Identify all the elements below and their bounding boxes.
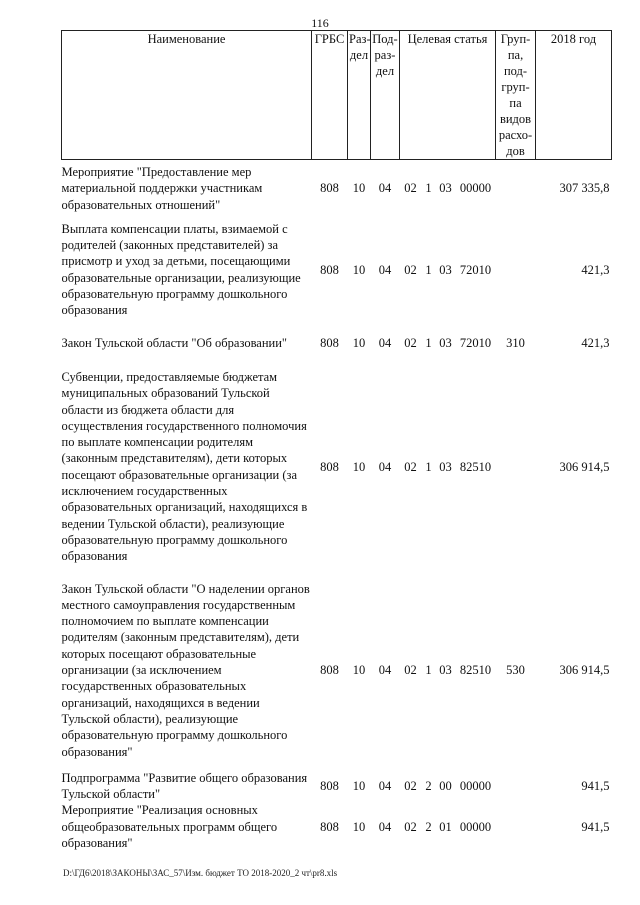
header-grbs: ГРБС [312,31,348,160]
row-target-event: 01 [439,819,452,834]
row-subsection: 04 [378,459,392,474]
row-target-program: 02 [404,663,417,678]
table-row [62,335,612,351]
row-target-subprogram: 1 [425,663,432,678]
row-target-subprogram: 1 [425,262,432,277]
row-section: 10 [352,335,366,350]
row-target-program: 02 [404,181,417,196]
row-target-program: 02 [404,778,417,793]
row-name: Субвенции, предоставляемые бюджетам муниципальных образований Тульской области из бюджета области для осуществления государственного полномочия по выплате компенсации родителям (законным представителям), дети которых посещают образовательные организации (за исключением государственных образовательных организаций, находящихся в ведении Тульской области), реализующие образовательную программу дошкольного образования [61,369,308,564]
row-subsection: 04 [378,262,392,277]
row-target-event: 03 [439,181,452,196]
row-target-subprogram: 1 [425,335,432,350]
row-section: 10 [352,181,366,196]
row-target-direction: 00000 [459,819,492,834]
row-group: 310 [506,335,525,350]
row-target-program: 02 [404,819,417,834]
row-target-direction: 82510 [459,459,492,474]
row-amount: 306 914,5 [559,663,610,678]
row-grbs: 808 [320,459,339,474]
row-grbs: 808 [320,663,339,678]
file-path-footer: D:\ГД6\2018\ЗАКОНЫ\ЗАС_57\Изм. бюджет ТО 2018-2020_2 чт\pr8.xls [63,868,338,878]
row-amount: 941,5 [581,819,610,834]
table-header-row [62,31,612,160]
row-target-event: 03 [439,335,452,350]
row-target-program: 02 [404,262,417,277]
row-section: 10 [352,819,366,834]
header-subsection: Под-раз-дел [371,31,400,160]
row-subsection: 04 [378,778,392,793]
row-target-subprogram: 2 [425,778,432,793]
row-group: 530 [506,663,525,678]
header-target: Целевая статья [400,31,496,160]
table-row [62,221,612,319]
row-subsection: 04 [378,181,392,196]
header-group: Груп-па, под-груп-па видов расхо-дов [496,31,536,160]
row-group [496,770,536,803]
row-subsection: 04 [378,819,392,834]
row-amount: 941,5 [581,778,610,793]
row-grbs: 808 [320,819,339,834]
row-amount: 421,3 [581,335,610,350]
row-name: Мероприятие "Реализация основных общеобразовательных программ общего образования" [61,803,278,850]
row-section: 10 [352,663,366,678]
row-subsection: 04 [378,335,392,350]
row-group [496,369,536,565]
row-name: Мероприятие "Предоставление мер материальной поддержки участникам образовательных отношений" [61,165,263,212]
row-name: Подпрограмма "Развитие общего образования Тульской области" [61,770,308,802]
row-target-subprogram: 2 [425,819,432,834]
row-target-subprogram: 1 [425,459,432,474]
row-target-direction: 00000 [459,181,492,196]
row-target-program: 02 [404,335,417,350]
row-grbs: 808 [320,181,339,196]
row-name: Выплата компенсации платы, взимаемой с родителей (законных представителей) за присмотр и уход за детьми, посещающими образовательные организации, реализующие образовательную программу дошкольного образования [61,221,301,318]
row-target-direction: 82510 [459,663,492,678]
row-grbs: 808 [320,335,339,350]
row-group [496,802,536,851]
row-target-event: 00 [439,778,452,793]
row-amount: 306 914,5 [559,459,610,474]
header-amount: 2018 год [536,31,612,160]
table-row [62,369,612,565]
row-target-direction: 72010 [459,335,492,350]
row-section: 10 [352,778,366,793]
header-section: Раз-дел [348,31,371,160]
table-row [62,164,612,213]
row-grbs: 808 [320,778,339,793]
row-target-event: 03 [439,663,452,678]
header-name: Наименование [62,31,312,160]
row-target-direction: 00000 [459,778,492,793]
row-amount: 307 335,8 [559,181,610,196]
row-name: Закон Тульской области "Об образовании" [61,335,288,350]
table-row [62,770,612,803]
table-row [62,802,612,851]
row-target-program: 02 [404,459,417,474]
row-target-event: 03 [439,262,452,277]
row-name: Закон Тульской области "О наделении органов местного самоуправления государственным полномочием по выплате компенсации родителям (законным представителям), дети которых посещают образовательные организации (за исключением государственных образовательных организаций, находящихся в ведении Тульской области), реализующие образовательную программу дошкольного образования" [61,581,310,759]
page-number: 116 [311,16,329,30]
row-target-event: 03 [439,459,452,474]
budget-table [61,30,612,851]
row-subsection: 04 [378,663,392,678]
row-grbs: 808 [320,262,339,277]
row-group [496,221,536,319]
row-section: 10 [352,459,366,474]
table-row [62,581,612,760]
row-amount: 421,3 [581,262,610,277]
row-group [496,164,536,213]
row-section: 10 [352,262,366,277]
row-target-direction: 72010 [459,262,492,277]
row-target-subprogram: 1 [425,181,432,196]
